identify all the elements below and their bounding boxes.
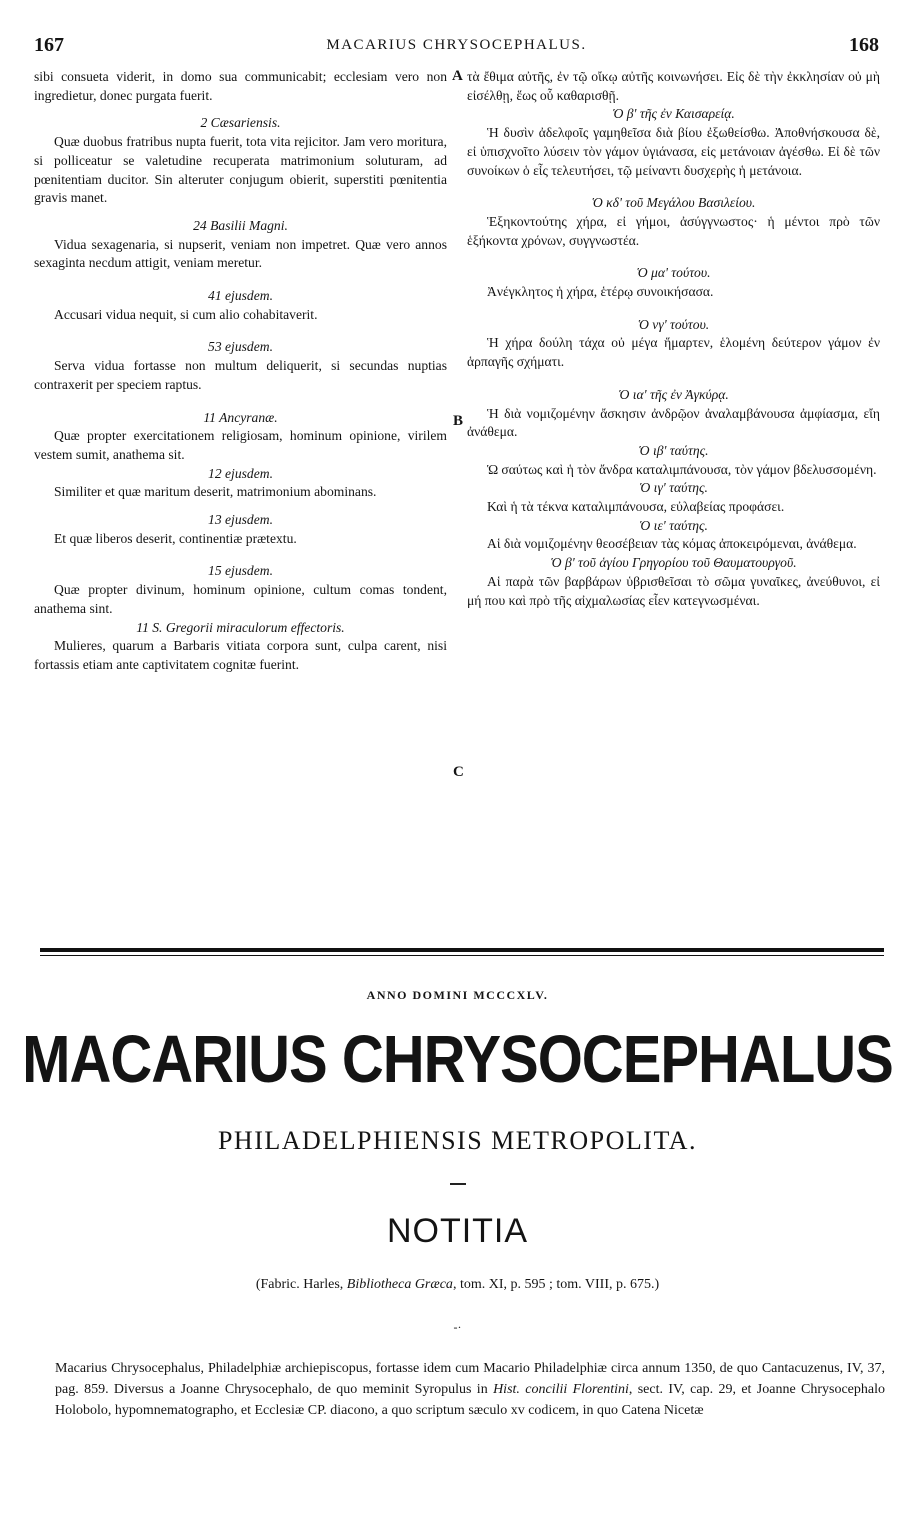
latin-column [34,68,447,675]
canon-heading: Ὁ ιε' ταύτης. [639,517,708,533]
canon-heading: 11 Ancyranæ. [203,409,278,425]
canon-heading: Ὁ ιγ' ταύτης. [639,480,708,496]
greek-text: τὰ ἔθιμα αὐτῆς, ἐν τῷ οἴκῳ αὐτῆς κοινωνήσει. Εἰς δὲ τὴν ἐκκλησίαν οὐ μὴ εἰσέλθῃ, ἕως οὗ καθαρισθῇ. [467,69,880,103]
bibliographic-reference [0,1277,915,1293]
episcopal-see: PHILADELPHIENSIS METROPOLITA. [217,1126,698,1155]
author-title: MACARIUS CHRYSOCEPHALUS [22,1022,893,1097]
latin-text: Similiter et quæ maritum deserit, matrimonium abominans. [54,484,377,500]
greek-text: Αἱ παρὰ τῶν βαρβάρων ὑβρισθεῖσαι τὸ σῶμα γυναῖκες, ἀνεύθυνοι, εἰ μή που καὶ πρὸ τῆς αἰχμαλωσίας εἶεν κατεγνωσμέναι. [467,573,880,608]
latin-text: Quæ propter divinum, hominum opinione, cultum comas tondent, anathema sint. [34,582,447,616]
canon-heading: 53 ejusdem. [208,339,273,355]
greek-column [467,68,880,610]
greek-text: Ὡ σαύτως καὶ ἡ τὸν ἄνδρα καταλιμπάνουσα, τὸν γάμον βδελυσσομένη. [487,461,877,477]
running-title: MACARIUS CHRYSOCEPHALUS. [326,37,587,53]
latin-text: Quæ propter exercitationem religiosam, hominum opinione, virilem vestem sumit, anathema sit. [34,428,447,462]
latin-text: Vidua sexagenaria, si nupserit, veniam non impetret. Quæ vero annos sexaginta necdum attigit, veniam meretur. [34,236,447,271]
margin-marker-a: A [452,68,463,84]
canon-heading: 2 Cæsariensis. [200,115,281,131]
page-number-left: 167 [34,34,64,56]
canon-heading: Ὁ ια' τῆς ἐν Ἀγκύρᾳ. [618,386,729,402]
section-divider-thin [40,955,884,956]
canon-heading: 24 Basilii Magni. [193,217,288,233]
separator-mark: -· [453,1320,462,1334]
ref-open: (Fabric. Harles, [255,1277,347,1292]
greek-text: Ἑξηκοντούτης χήρα, εἰ γήμοι, ἀσύγγνωστος· ἡ μέντοι πρὸ τῶν ἑξήκοντα χρόνων, συγγνωστέα. [467,213,880,248]
latin-text: Mulieres, quarum a Barbaris vitiata corpora sunt, culpa carent, nisi fortassis etiam ante captivitatem cognitæ fuerint. [34,638,447,672]
notitia-paragraph [55,1358,885,1421]
greek-text: Ἀνέγκλητος ἡ χήρα, ἑτέρῳ συνοικήσασα. [487,284,714,300]
ref-close: , tom. XI, p. 595 ; tom. VIII, p. 675.) [452,1277,660,1292]
notitia-title-ref: Hist. concilii Florentini [493,1382,629,1397]
canon-heading: 13 ejusdem. [208,512,273,528]
greek-text: Αἱ διὰ νομιζομένην θεοσέβειαν τὰς κόμας ἀποκειρόμεναι, ἀνάθεμα. [487,536,857,552]
running-head [34,34,879,60]
greek-text: Ἡ χήρα δούλη τάχα οὐ μέγα ἥμαρτεν, ἑλομένη δεύτερον γάμον ἐν ἁρπαγῆς σχήματι. [467,335,880,370]
year-line: ANNO DOMINI MCCCXLV. [366,988,549,1002]
greek-text: Ἡ δυσὶν ἀδελφοῖς γαμηθεῖσα διὰ βίου ἐξωθείσθω. Ἀποθνήσκουσα δὲ, εἰ ὑπισχνοῖτο λύσειν τὸν γάμον ὑγιάνασα, εἰς μετάνοιαν ἀγέσθω. Εἰ δὲ τῶν συνοίκων ὁ εἷς τελευτήσει, τῷ μείναντι δυσχερὴς ἡ μετάνοια. [467,125,880,178]
title-dash [450,1183,466,1185]
canon-heading: 15 ejusdem. [208,563,273,579]
canon-heading: Ὁ β' τοῦ ἁγίου Γρηγορίου τοῦ Θαυματουργοῦ. [550,555,797,571]
canon-heading: Ὁ κδ' τοῦ Μεγάλου Βασιλείου. [591,195,756,211]
latin-text: Serva vidua fortasse non multum deliquerit, si secundas nuptias contraxerit per speciem raptus. [34,358,447,392]
canon-heading: 12 ejusdem. [208,465,273,481]
canon-heading: 41 ejusdem. [208,288,273,304]
canon-heading: Ὁ μα' τούτου. [636,265,711,281]
latin-text: Quæ duobus fratribus nupta fuerit, tota vita rejicitor. Jam vero moritura, si polliceatur se valetudine recuperata matrimonium soluturam, ad pœnitentiam ducitor. Sin alteruter conjugum obierit, superstiti pœnitentia gravis manet. [34,134,447,206]
notitia-text-part: Macarius Chrysocephalus, Philadelphiæ archiepiscopus, fortasse idem cum Macario Philadelphiæ circa annum 1350, de quo Cantacuzenus, IV, 37, pag. 859. Diversus a Joanne Chrysocephalo, de quo meminit Syropulus in [55,1361,885,1397]
section-divider [40,948,884,952]
latin-text: sibi consueta viderit, in domo sua communicabit; ecclesiam vero non ingredietur, donec purgata fuerit. [34,69,447,103]
canon-heading: Ὁ ιβ' ταύτης. [638,442,709,458]
ref-title: Bibliotheca Græca [346,1277,453,1292]
notitia-heading: NOTITIA [386,1212,529,1250]
margin-marker-b: B [453,413,464,429]
greek-text: Καὶ ἡ τὰ τέκνα καταλιμπάνουσα, εὐλαβείας προφάσει. [487,499,785,515]
canon-heading: 11 S. Gregorii miraculorum effectoris. [136,619,345,635]
page-number-right: 168 [849,34,879,56]
latin-text: Et quæ liberos deserit, continentiæ prætextu. [54,530,297,546]
greek-text: Ἡ διὰ νομιζομένην ἄσκησιν ἀνδρῷον ἀναλαμβάνουσα ἀμφίασμα, εἴη ἀνάθεμα. [467,405,880,440]
notitia-body [55,1358,885,1421]
canon-heading: Ὁ νγ' τούτου. [637,316,710,332]
canon-heading: Ὁ β' τῆς ἐν Καισαρείᾳ. [612,106,735,122]
latin-text: Accusari vidua nequit, si cum alio cohabitaverit. [54,306,318,322]
notitia-text-part: , sect. IV, cap. 29, et Joanne Chrysocephalo Holobolo, hypomnematographo, et Ecclesiæ CP. diacono, a quo scriptum sæculo xv codicem, in quo Catena Nicetæ [55,1382,885,1418]
margin-marker-c: C [453,764,464,780]
